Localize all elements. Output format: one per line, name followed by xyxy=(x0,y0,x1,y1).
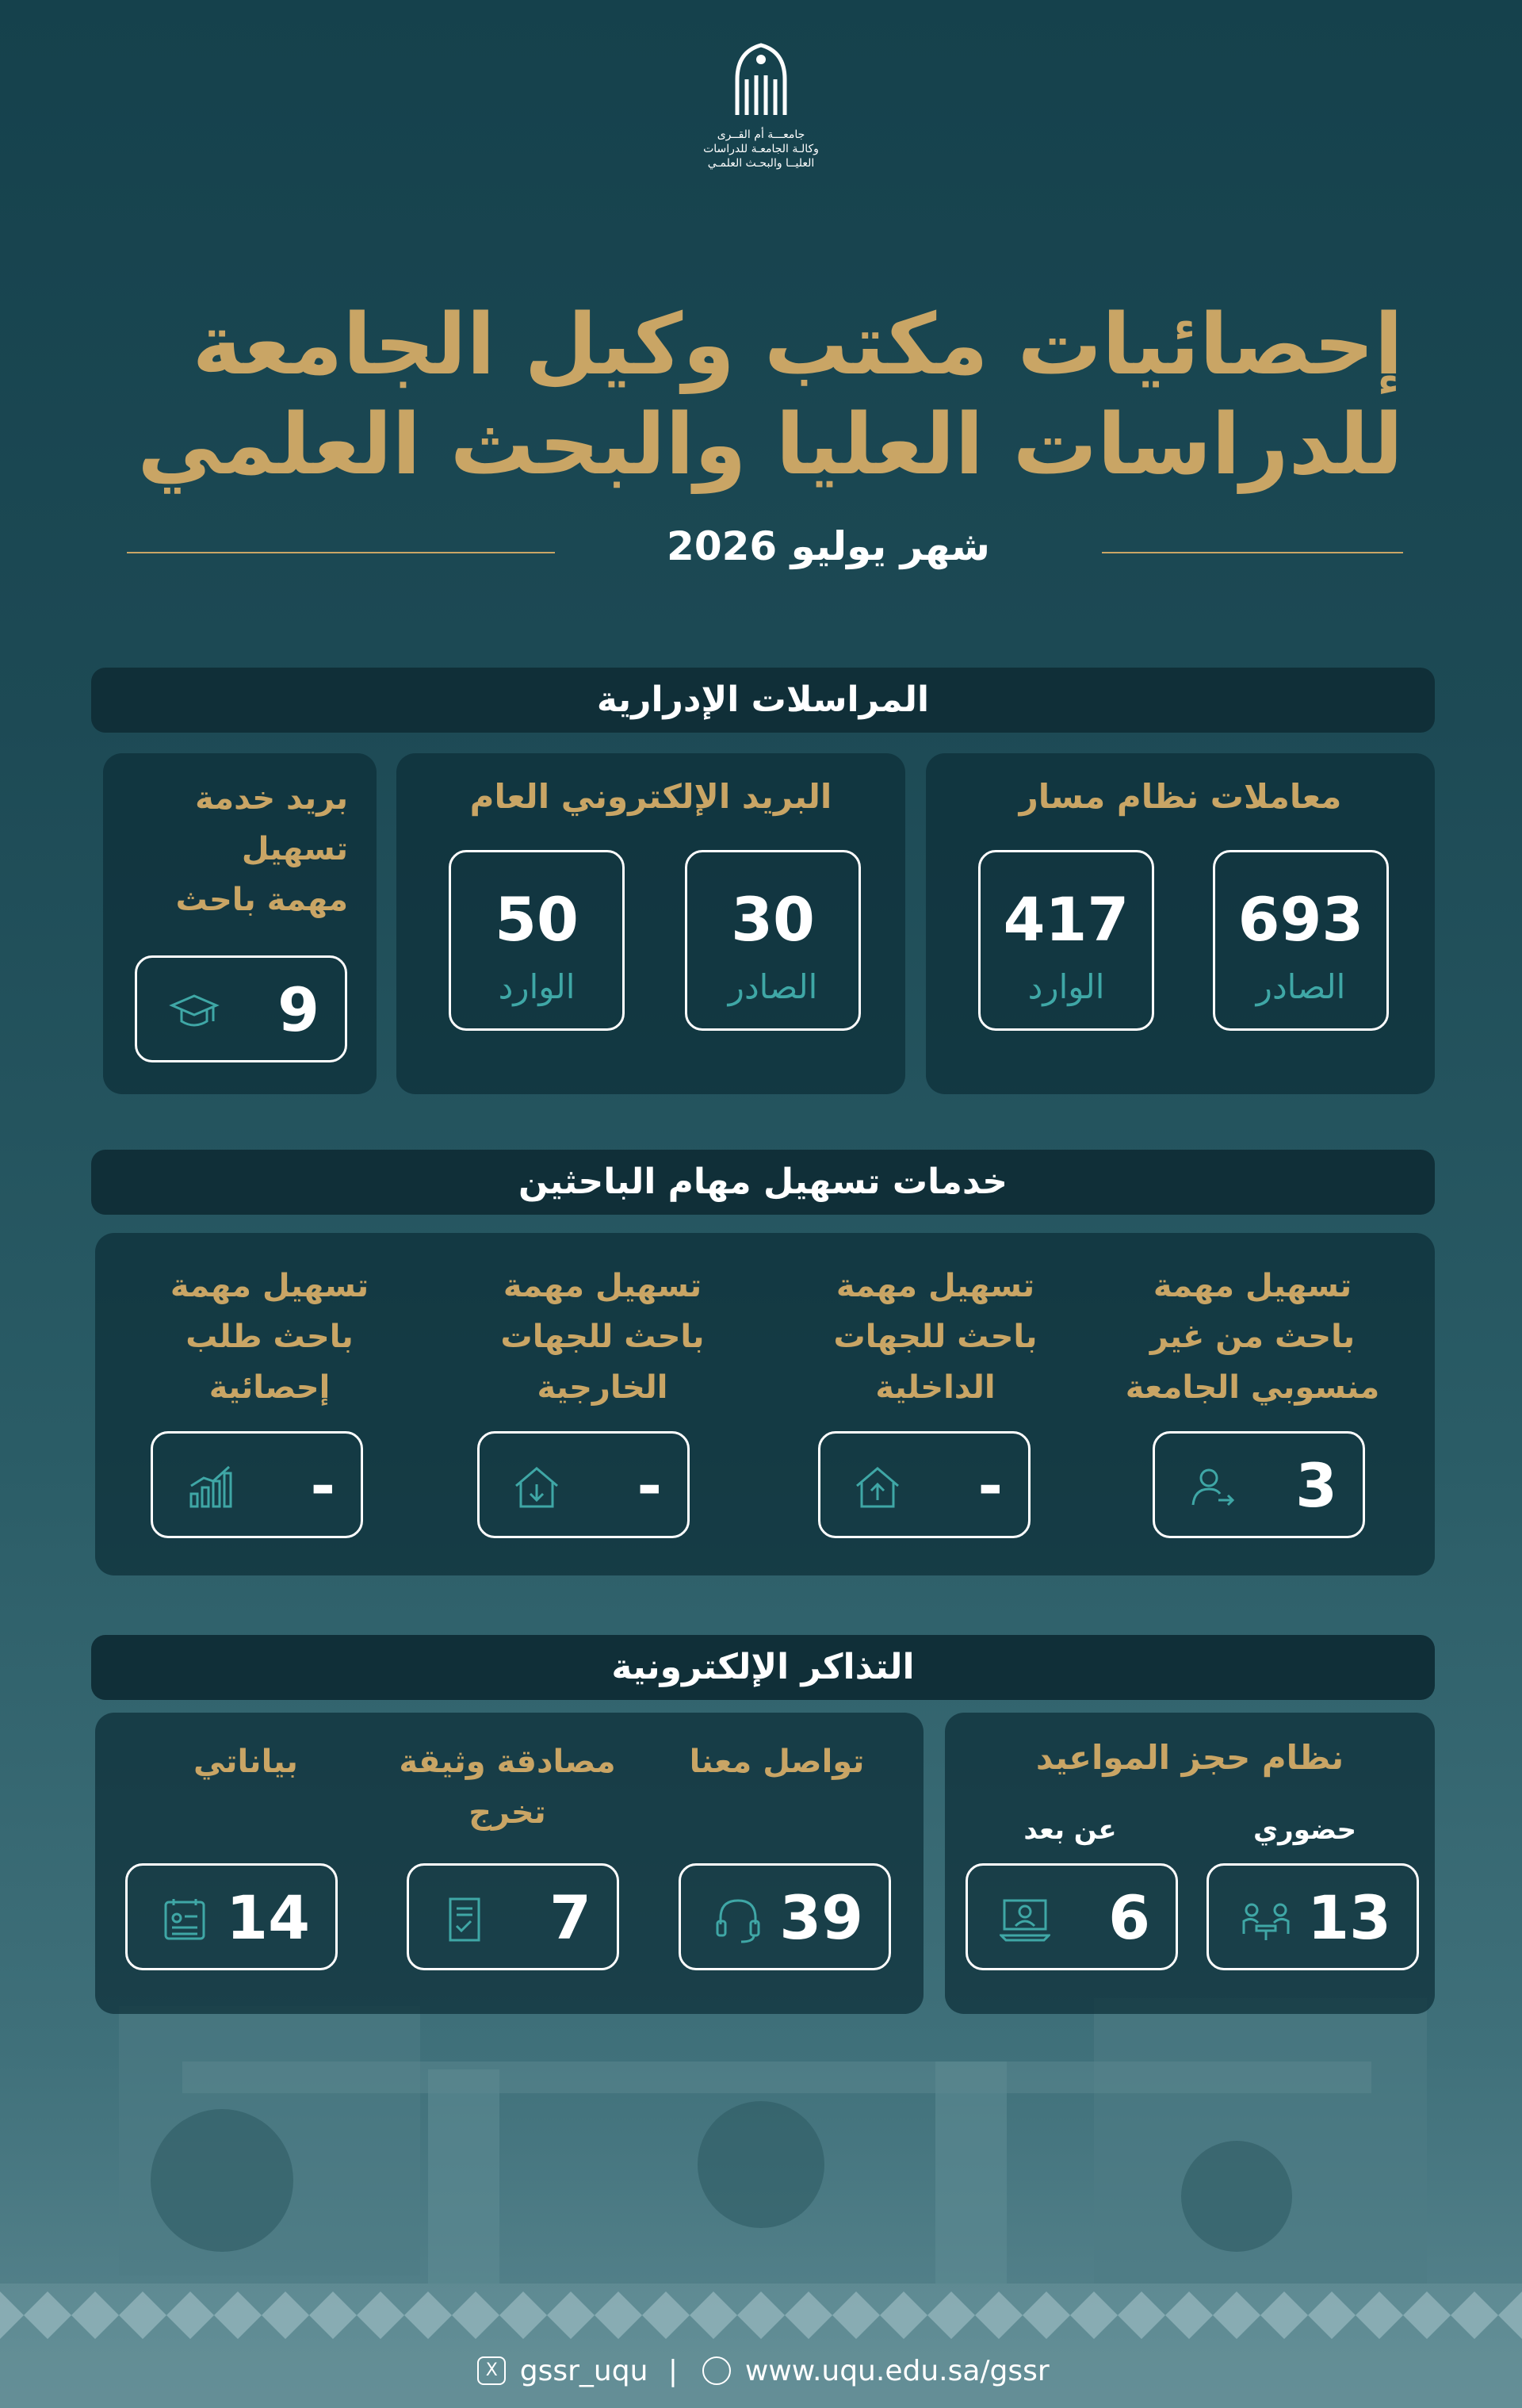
service-3-title-3: إحصائية xyxy=(208,1369,331,1406)
researcher-mail-panel xyxy=(103,753,377,1094)
page-title-line-2: للدراسات العليا والبحث العلمي xyxy=(137,396,1403,493)
researcher-mail-card xyxy=(135,955,347,1062)
user-forward-icon xyxy=(1187,1462,1237,1513)
globe-icon xyxy=(702,2356,731,2385)
email-outgoing-card xyxy=(685,850,861,1031)
service-0-title-2: باحث من غير xyxy=(1149,1319,1356,1355)
certificate-card xyxy=(407,1863,619,1970)
certificate-title-2: تخرج xyxy=(468,1794,546,1831)
masar-outgoing-card xyxy=(1213,850,1389,1031)
researcher-mail-title-3: مهمة باحث xyxy=(175,882,348,918)
masar-panel xyxy=(926,753,1435,1094)
in-person-card xyxy=(1207,1863,1419,1970)
in-person-value: 13 xyxy=(1307,1882,1391,1953)
tickets-panel xyxy=(95,1713,924,2014)
email-incoming-card xyxy=(449,850,625,1031)
graduation-cap-icon xyxy=(169,986,220,1037)
masar-incoming-card xyxy=(978,850,1154,1031)
email-outgoing-value: 30 xyxy=(731,884,815,955)
logo-line-1: جامعـــة أم القــرى xyxy=(717,128,805,141)
report-month: شهر يوليو 2026 xyxy=(667,523,990,569)
service-3-value: - xyxy=(310,1450,335,1521)
service-3-card xyxy=(151,1431,363,1538)
certificate-title-1: مصادقة وثيقة xyxy=(399,1744,616,1780)
section-correspondence-header: المراسلات الإدرارية xyxy=(91,668,1435,733)
meeting-icon xyxy=(1241,1894,1291,1945)
university-logo xyxy=(682,36,840,186)
appointments-panel xyxy=(945,1713,1435,2014)
researcher-services-panel xyxy=(95,1233,1435,1575)
service-3-title-1: تسهيل مهمة xyxy=(170,1268,369,1304)
service-0-title-3: منسوبي الجامعة xyxy=(1125,1369,1380,1406)
video-call-icon xyxy=(1000,1894,1050,1945)
masar-outgoing-label: الصادر xyxy=(1256,967,1346,1006)
footer-separator: | xyxy=(667,2354,679,2387)
service-0-title-1: تسهيل مهمة xyxy=(1153,1268,1352,1304)
certificate-icon xyxy=(441,1894,491,1945)
bar-chart-icon xyxy=(185,1462,235,1513)
service-3-title-2: باحث طلب xyxy=(185,1319,354,1355)
researcher-mail-value: 9 xyxy=(277,974,319,1045)
researcher-mail-title-1: بريد خدمة xyxy=(195,780,348,817)
my-data-value: 14 xyxy=(226,1882,310,1953)
researcher-mail-title-2: تسهيل xyxy=(241,831,348,867)
footer xyxy=(0,2353,1522,2387)
my-data-title: بياناتي xyxy=(193,1744,298,1780)
contact-card xyxy=(679,1863,891,1970)
my-data-card xyxy=(125,1863,338,1970)
masar-incoming-value: 417 xyxy=(1003,884,1130,955)
service-1-value: - xyxy=(977,1450,1003,1521)
remote-label: عن بعد xyxy=(1023,1814,1117,1846)
id-card-icon xyxy=(159,1894,210,1945)
home-up-icon xyxy=(852,1462,903,1513)
service-1-title-2: باحث للجهات xyxy=(833,1319,1038,1355)
masar-outgoing-value: 693 xyxy=(1237,884,1364,955)
website-link[interactable]: www.uqu.edu.sa/gssr xyxy=(744,2354,1050,2387)
uqu-emblem-icon xyxy=(729,36,793,123)
service-1-title-1: تسهيل مهمة xyxy=(836,1268,1035,1304)
divider-left xyxy=(127,552,555,553)
service-2-title-1: تسهيل مهمة xyxy=(503,1268,702,1304)
service-1-card xyxy=(818,1431,1031,1538)
headset-icon xyxy=(713,1894,763,1945)
month-row xyxy=(127,523,1403,579)
social-handle[interactable]: gssr_uqu xyxy=(519,2354,648,2387)
x-twitter-icon: X xyxy=(477,2356,506,2385)
contact-title: تواصل معنا xyxy=(689,1744,865,1780)
page-title-line-1: إحصائيات مكتب وكيل الجامعة xyxy=(192,296,1403,393)
email-incoming-label: الوارد xyxy=(498,967,576,1006)
service-2-card xyxy=(477,1431,690,1538)
contact-value: 39 xyxy=(779,1882,863,1953)
section-researcher-services-header: خدمات تسهيل مهام الباحثين xyxy=(91,1150,1435,1215)
email-title: البريد الإلكتروني العام xyxy=(469,777,832,816)
email-outgoing-label: الصادر xyxy=(728,967,818,1006)
in-person-label: حضوري xyxy=(1252,1814,1357,1846)
email-incoming-value: 50 xyxy=(495,884,579,955)
service-2-value: - xyxy=(637,1450,662,1521)
divider-right xyxy=(1102,552,1403,553)
section-e-tickets-header: التذاكر الإلكترونية xyxy=(91,1635,1435,1700)
masar-title: معاملات نظام مسار xyxy=(1019,777,1342,816)
service-2-title-2: باحث للجهات xyxy=(500,1319,705,1355)
appointments-title: نظام حجز المواعيد xyxy=(1035,1738,1344,1777)
home-down-icon xyxy=(511,1462,562,1513)
email-panel xyxy=(396,753,905,1094)
service-0-value: 3 xyxy=(1295,1450,1337,1521)
service-0-card xyxy=(1153,1431,1365,1538)
logo-line-3: العليــا والبحـث العلمـي xyxy=(707,157,815,170)
remote-value: 6 xyxy=(1108,1882,1150,1953)
remote-card xyxy=(966,1863,1178,1970)
masar-incoming-label: الوارد xyxy=(1027,967,1105,1006)
certificate-value: 7 xyxy=(549,1882,591,1953)
service-2-title-3: الخارجية xyxy=(537,1369,668,1406)
service-1-title-3: الداخلية xyxy=(875,1369,996,1406)
logo-line-2: وكالـة الجامعـة للدراسات xyxy=(703,143,819,155)
